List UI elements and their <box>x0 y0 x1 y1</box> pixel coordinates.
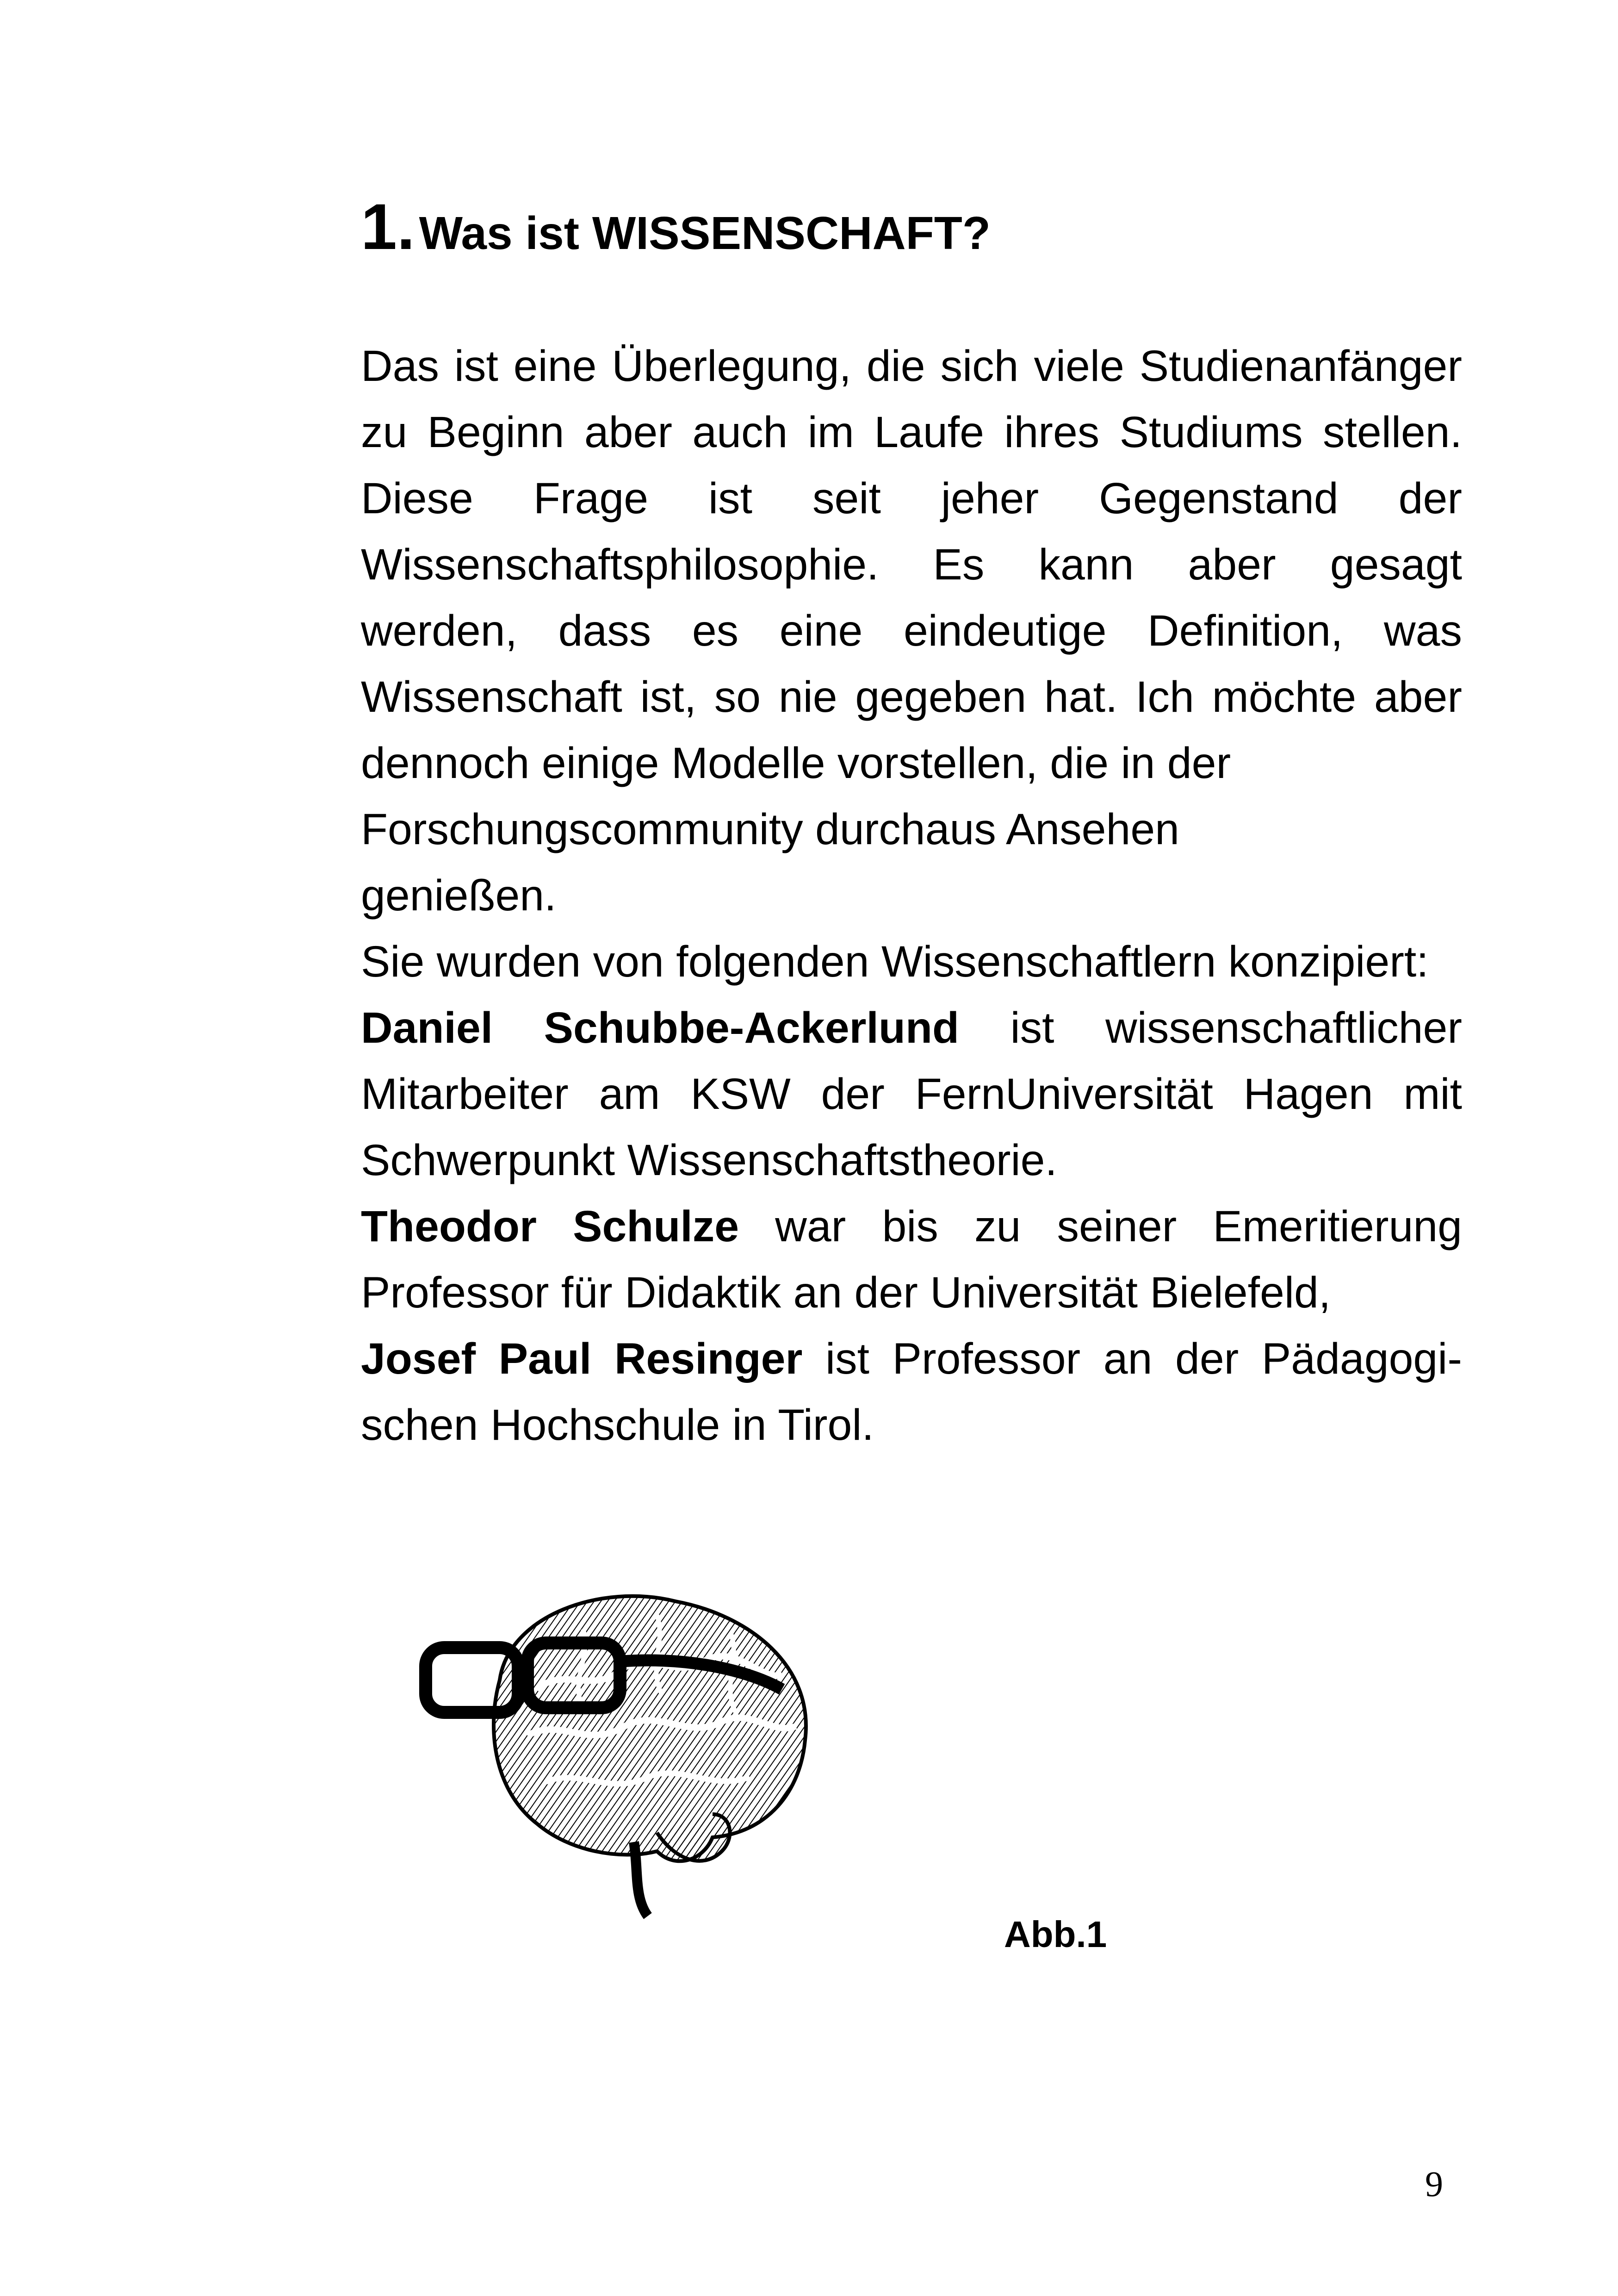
person-name: Theodor Schulze <box>361 1202 739 1251</box>
intro-tail-line: genießen. <box>361 871 557 920</box>
figure-caption: Abb.1 <box>1004 1914 1107 1955</box>
person-description: war bis zu seiner Emeritierung Professor für Didaktik an der Universität Bielefeld, <box>361 1202 1462 1317</box>
concept-paragraph: Sie wurden von folgenden Wissenschaftlern konzipiert: <box>361 937 1429 986</box>
person-paragraph <box>361 1194 1462 1326</box>
heading-title: Was ist WISSENSCHAFT? <box>419 207 991 259</box>
person-paragraph <box>361 1326 1462 1458</box>
person-name: Josef Paul Resinger <box>361 1334 803 1383</box>
person-description: ist Professor an der Pädagogischen Hochschule in Tirol. <box>361 1334 1462 1450</box>
body-text <box>361 333 1462 1458</box>
person-name: Daniel Schubbe-Ackerlund <box>361 1003 960 1052</box>
page-number: 9 <box>1425 2164 1443 2204</box>
intro-paragraph: Das ist eine Überlegung, die sich viele Studienanfänger zu Beginn aber auch im Laufe ihres Studiums stellen. Diese Frage ist seit jeher Gegenstand der Wissenschaftsphilosophie. Es kann aber gesagt werden, dass es eine eindeutige Definition, was Wissenschaft ist, so nie gegeben hat. Ich möchte aber dennoch einige Modelle vorstellen, die in der <box>361 342 1462 788</box>
brain-with-glasses-illustration <box>416 1574 833 1925</box>
person-paragraph <box>361 995 1462 1194</box>
person-description: ist wissenschaftlicher Mitarbeiter am KSW der FernUniversität Hagen mit Schwerpunkt Wissenschaftstheorie. <box>361 1003 1462 1185</box>
page-heading <box>361 190 991 263</box>
intro-tail-line: Forschungscommunity durchaus Ansehen <box>361 805 1180 854</box>
heading-number: 1. <box>361 190 415 263</box>
brain-with-glasses-icon <box>416 1574 833 1925</box>
